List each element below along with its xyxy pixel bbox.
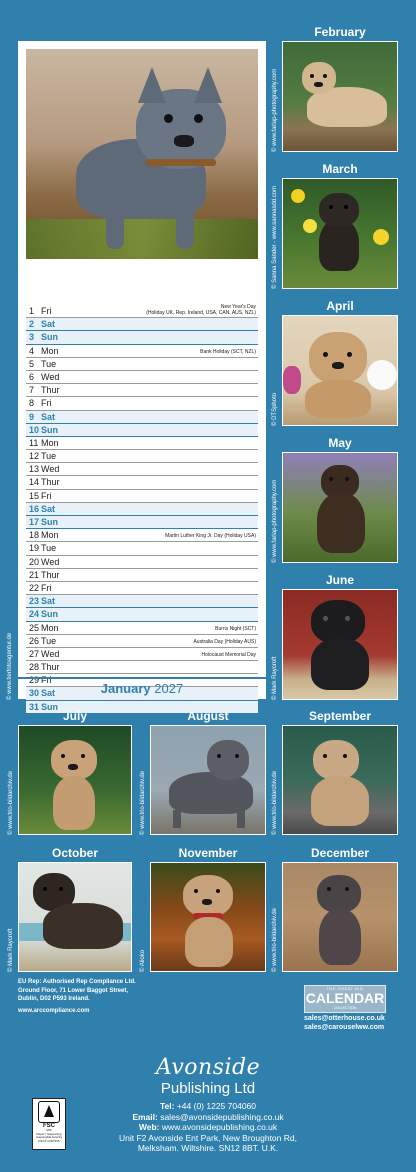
day-row [26,595,258,608]
day-name: Sun [41,424,58,435]
april-label: April [326,299,354,313]
day-name: Fri [41,398,52,409]
day-number: 31 [29,701,40,712]
july-dog-photo [18,725,132,835]
day-number: 3 [29,332,35,343]
october-photo-credit: © Mark Raycroft [8,928,14,972]
day-name: Sun [41,701,58,712]
tree-check-icon [38,1101,60,1123]
day-row [26,582,258,595]
july-label: July [62,709,87,723]
day-number: 16 [29,503,40,514]
fsc-text: Paper | Supporting responsible forestry [35,1131,63,1139]
day-name: Mon [41,437,59,448]
january-photo-credit: © www.tierfotoagentur.de [7,632,13,700]
day-name: Wed [41,556,60,567]
may-label: May [328,436,352,450]
day-row [26,371,258,384]
holiday-note: New Year's Day (Holiday UK, Rep. Ireland, USA, CAN, AUS, NZL) [146,304,256,316]
july-photo-credit: © www.trio-bildarchiv.de [8,771,14,835]
day-row [26,635,258,648]
day-number: 1 [29,306,35,316]
april-dog-photo [282,315,398,426]
day-row [26,529,258,542]
day-row [26,556,258,569]
day-row [26,358,258,371]
year: 2027 [154,681,184,696]
day-row [26,305,258,318]
address-line2: Melksham. Wiltshire. SN12 8BT. U.K. [137,1143,279,1153]
march-label: March [322,162,358,176]
day-name: Fri [41,675,52,686]
day-number: 5 [29,358,35,369]
day-row [26,608,258,621]
august-dog-photo [150,725,266,835]
november-photo-credit: © Alioko [140,949,146,972]
holiday-note: Bank Holiday (SCT, NZL) [200,348,256,355]
march-dog-photo [282,178,398,289]
august-label: August [187,709,229,723]
day-row [26,397,258,410]
june-photo-credit: © Mark Raycroft [272,656,278,700]
eu-rep-line2: Ground Floor, 71 Lower Baggot Street, [18,987,129,994]
day-row [26,437,258,450]
day-number: 30 [29,688,40,699]
day-number: 11 [29,437,39,448]
day-row [26,490,258,503]
june-label: June [325,573,354,587]
day-name: Sun [41,332,58,343]
day-number: 24 [29,609,40,620]
day-name: Tue [41,358,57,369]
february-photo-credit: © www.farlap-photography.com [272,68,278,152]
day-name: Sat [41,503,56,514]
day-number: 27 [29,648,40,659]
fsc-title: FSC [43,1123,55,1129]
day-name: Tue [41,543,57,554]
day-list [26,305,258,714]
day-row [26,450,258,463]
december-dog-photo [282,862,398,972]
day-name: Tue [41,451,57,462]
february-dog-photo [282,41,398,152]
day-number: 23 [29,596,40,607]
day-number: 6 [29,371,35,382]
april-photo-credit: © DTSphoto [272,392,278,426]
day-row [26,331,258,344]
september-photo-credit: © www.trio-bildarchiv.de [272,771,278,835]
holiday-note: Australia Day (Holiday AUS) [193,638,256,645]
web-value[interactable]: www.avonsidepublishing.co.uk [161,1122,278,1132]
day-number: 14 [29,477,40,488]
october-label: October [51,846,98,860]
email-label: Email: [132,1111,158,1122]
sales-emails [304,1015,385,1032]
day-row [26,569,258,582]
day-number: 25 [29,622,40,633]
holiday-note: Martin Luther King Jr. Day (Holiday USA) [165,533,256,540]
day-name: Wed [41,371,60,382]
day-row [26,463,258,476]
day-name: Sat [41,319,56,330]
fsc-code: FSC® C007915 [38,1138,60,1143]
day-row [26,661,258,674]
day-row [26,345,258,358]
day-name: Thur [41,569,60,580]
month-title [18,677,266,699]
august-photo-credit: © www.trio-bildarchiv.de [140,771,146,835]
day-number: 22 [29,582,40,593]
eu-rep-info [18,978,136,1015]
eu-rep-line3: Dublin, D02 P593 Ireland. [18,996,90,1002]
day-name: Mon [41,622,59,633]
badge-collection-text: COLLECTION [333,1006,357,1010]
fsc-logo [32,1098,66,1150]
day-name: Sat [41,411,56,422]
day-number: 12 [29,451,40,462]
day-number: 29 [29,675,40,686]
eu-rep-line1: EU Rep: Authorised Rep Compliance Ltd. [18,979,136,985]
february-label: February [314,25,366,39]
day-name: Thur [41,385,60,396]
december-photo-credit: © www.trio-bildarchiv.de [272,908,278,972]
day-number: 10 [29,424,40,435]
january-calendar-panel [18,41,266,712]
day-name: Tue [41,635,57,646]
day-name: Fri [41,490,52,501]
day-row [26,424,258,437]
eu-rep-website[interactable]: www.arccompliance.com [18,1007,90,1014]
day-row [26,622,258,635]
october-dog-photo [18,862,132,972]
email-value[interactable]: sales@avonsidepublishing.co.uk [160,1111,284,1122]
day-number: 18 [29,530,40,541]
day-number: 19 [29,543,40,554]
day-number: 28 [29,662,40,673]
day-name: Wed [41,464,60,475]
day-row [26,542,258,555]
day-number: 2 [29,319,35,330]
day-name: Fri [41,306,52,316]
september-label: September [308,709,372,723]
fsc-mix: MIX [46,1128,52,1132]
day-name: Mon [41,530,59,541]
day-row [26,648,258,661]
may-photo-credit: © www.farlap-photography.com [272,479,278,563]
day-number: 4 [29,345,35,356]
day-name: Mon [41,345,59,356]
great-big-calendar-logo [304,985,386,1013]
day-number: 15 [29,490,40,501]
day-row [26,476,258,489]
sales-email-carousel[interactable]: sales@carouselww.com [304,1023,385,1031]
january-dog-photo [26,49,258,259]
day-name: Thur [41,662,60,673]
day-name: Sat [41,688,56,699]
day-row [26,516,258,529]
month-name: January [100,681,151,696]
day-row [26,384,258,397]
day-number: 9 [29,411,35,422]
september-dog-photo [282,725,398,835]
holiday-note: Holocaust Memorial Day [201,651,256,658]
day-number: 26 [29,635,40,646]
day-name: Sun [41,609,58,620]
june-dog-photo [282,589,398,700]
march-photo-credit: © Sanna Sander - www.sannasdd.com [272,185,278,289]
day-name: Thur [41,477,60,488]
day-number: 20 [29,556,40,567]
day-name: Fri [41,582,52,593]
tel-label: Tel: [159,1101,175,1111]
badge-small-text: THE GREAT BIG [326,986,364,991]
address-line1: Unit F2 Avonside Ent Park, New Broughton Rd, [119,1132,297,1143]
day-number: 7 [29,385,35,396]
november-dog-photo [150,862,266,972]
day-number: 13 [29,464,40,475]
november-label: November [178,846,238,860]
holiday-note: Burns Night (SCT) [215,625,256,632]
may-dog-photo [282,452,398,563]
day-number: 8 [29,398,35,409]
publisher-name: Avonside [155,1055,261,1080]
avonside-publisher-logo [0,1056,416,1097]
badge-big-text: CALENDAR [305,990,385,1006]
day-name: Sun [41,517,58,527]
day-name: Wed [41,648,60,659]
day-name: Sat [41,596,56,607]
sales-email-otterhouse[interactable]: sales@otterhouse.co.uk [304,1015,385,1022]
day-number: 17 [29,517,40,527]
tel-value[interactable]: +44 (0) 1225 704060 [176,1101,257,1111]
day-number: 21 [29,569,40,580]
day-row [26,411,258,424]
publisher-suffix: Publishing Ltd [160,1080,256,1097]
december-label: December [310,846,370,860]
day-row [26,503,258,516]
web-label: Web: [138,1122,160,1132]
day-row [26,318,258,331]
